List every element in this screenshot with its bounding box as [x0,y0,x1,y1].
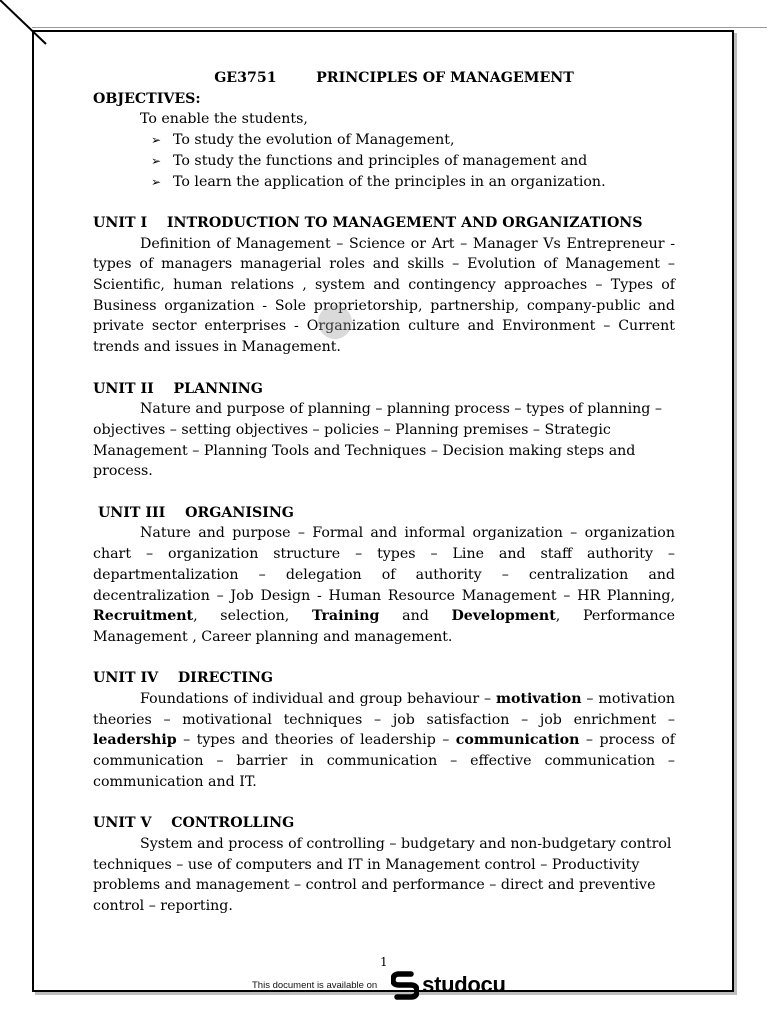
unit-2 [93,379,675,483]
studocu-logo-icon [391,970,419,1000]
unit-description: Nature and purpose of planning – planning process – types of planning – objectives – setting objectives – policies – Planning premises – Strategic Management – Planning Tools and Techniques – Decision making steps and process. [93,401,662,480]
unit-heading: UNIT V CONTROLLING [93,815,295,832]
unit-heading: UNIT I INTRODUCTION TO MANAGEMENT AND ORGANIZATIONS [93,214,643,231]
objectives-heading: OBJECTIVES: [93,90,201,107]
unit-description: Definition of Management – Science or Art – Manager Vs Entrepreneur - types of managers managerial roles and skills – Evolution of Management – Scientific, human relations , system and contingency approaches – Types of Business organization - Sole proprietorship, partnership, company-public and private sector enterprises - Organization culture and Environment – Current trends and issues in Management. [93,235,675,356]
emphasis: leadership [93,732,177,749]
unit-description: Nature and purpose – Formal and informal organization – organization chart – organization structure – types – Line and staff authority – departmentalization – delegation of authority – centralization and decentralization – Job Design - Human Resource Management – HR Planning, Recruitment, selection, Training and Development, Performance Management , Career planning and management. [93,525,675,645]
arrowhead-icon: ➢ [151,153,162,168]
smudge-mark [318,305,352,339]
arrowhead-icon: ➢ [151,174,162,189]
emphasis: communication [455,732,580,749]
list-item: ➢ To learn the application of the principles in an organization. [151,172,675,193]
unit-5 [93,813,703,917]
emphasis: Development [451,608,556,625]
emphasis: Training [311,608,380,625]
page-number: 1 [380,955,388,969]
unit-description: System and process of controlling – budgetary and non-budgetary control techniques – use of computers and IT in Management control – Productivity problems and management – control and performance – direct and preventive control – reporting. [93,835,672,915]
course-title: GE3751 PRINCIPLES OF MANAGEMENT [214,70,574,86]
list-item: ➢ To study the functions and principles of management and [151,151,675,172]
unit-3 [93,503,675,648]
unit-heading: UNIT II PLANNING [93,380,263,397]
objectives-list [93,130,675,192]
syllabus-content [93,68,675,917]
unit-heading: UNIT III ORGANISING [93,504,294,521]
availability-text: This document is available on [252,979,378,991]
brand-name: studocu [422,972,506,997]
emphasis: motivation [495,691,582,708]
list-item: ➢ To study the evolution of Management, [151,130,675,151]
objectives-intro: To enable the students, [140,111,308,128]
emphasis: Recruitment [93,608,194,625]
arrowhead-icon: ➢ [151,133,162,148]
footer-banner[interactable] [252,968,506,1002]
unit-heading: UNIT IV DIRECTING [93,670,273,687]
unit-description: Foundations of individual and group behaviour – motivation – motivation theories – motivational techniques – job satisfaction – job enrichment – leadership – types and theories of leadership – communication – process of communication – barrier in communication – effective communication – communication and IT. [93,691,675,790]
unit-1 [93,213,675,358]
unit-4 [93,668,675,792]
top-edge-line [32,27,767,28]
